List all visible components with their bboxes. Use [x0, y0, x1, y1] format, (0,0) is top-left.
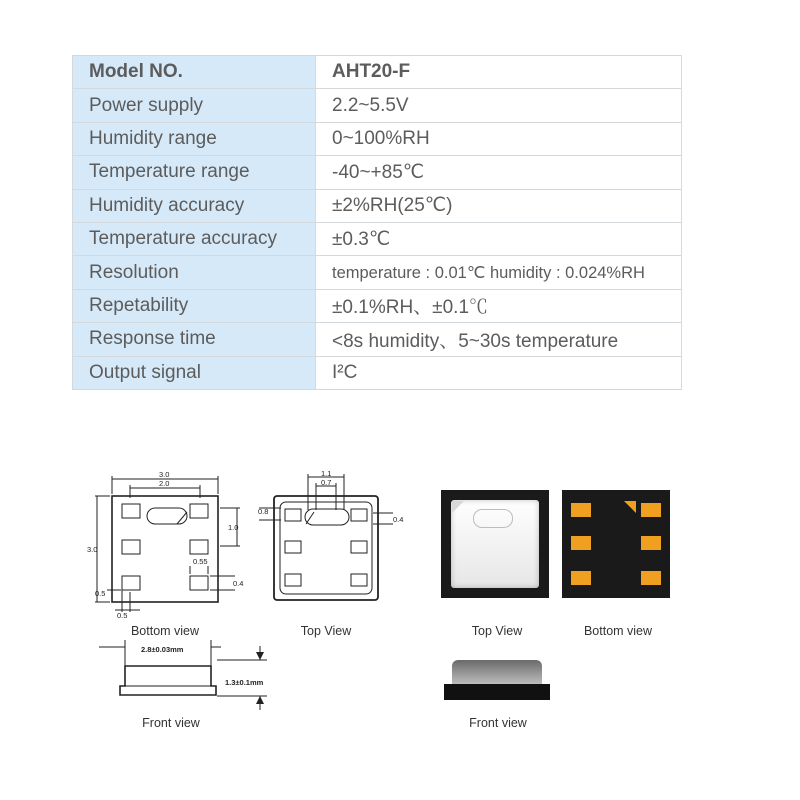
- caption-top-view-drawing: Top View: [300, 624, 352, 638]
- dim-edge-b: 0.5: [117, 611, 128, 618]
- gold-pad: [571, 571, 591, 585]
- caption-bottom-view-drawing: Bottom view: [130, 624, 200, 638]
- bottom-view-drawing: [85, 468, 250, 618]
- dim-height-outer: 3.0: [87, 545, 98, 554]
- dim-top-width-inner: 0.7: [321, 478, 332, 487]
- dim-pitch: 1.0: [228, 523, 239, 532]
- chip-corner-mark: [452, 501, 464, 513]
- spec-label: Output signal: [73, 356, 316, 389]
- front-view-drawing: [95, 638, 295, 713]
- dim-top-width-outer: 1.1: [321, 469, 332, 478]
- spec-table: [72, 55, 682, 390]
- gold-pad: [641, 571, 661, 585]
- dim-pad-width: 0.55: [193, 557, 208, 566]
- dim-top-left: 0.8: [258, 507, 269, 516]
- spec-row: [73, 323, 682, 356]
- spec-label: Power supply: [73, 89, 316, 122]
- bottom-view-photo: [562, 490, 670, 598]
- spec-value: 2.2~5.5V: [316, 89, 682, 122]
- spec-value: I²C: [316, 356, 682, 389]
- dim-top-right: 0.4: [393, 515, 404, 524]
- spec-label: Response time: [73, 323, 316, 356]
- spec-value: -40~+85℃: [316, 156, 682, 189]
- chip-side-base: [444, 684, 550, 700]
- spec-label: Humidity accuracy: [73, 189, 316, 222]
- top-view-drawing: [255, 468, 405, 608]
- spec-value: ±2%RH(25℃): [316, 189, 682, 222]
- spec-header-label: Model NO.: [73, 56, 316, 89]
- dim-edge-a: 0.5: [95, 589, 106, 598]
- spec-value: temperature : 0.01℃ humidity : 0.024%RH: [316, 256, 682, 289]
- spec-row: [73, 89, 682, 122]
- dim-front-width: 2.8±0.03mm: [141, 645, 184, 654]
- spec-header-value: AHT20-F: [316, 56, 682, 89]
- gold-pad: [641, 503, 661, 517]
- spec-row: [73, 356, 682, 389]
- spec-value: ±0.1%RH、±0.1℃: [316, 289, 682, 322]
- spec-label: Temperature accuracy: [73, 222, 316, 255]
- dim-width-inner: 2.0: [159, 479, 170, 488]
- spec-value: <8s humidity、5~30s temperature: [316, 323, 682, 356]
- dim-width-outer: 3.0: [159, 470, 170, 479]
- spec-label: Humidity range: [73, 122, 316, 155]
- caption-front-view-photo: Front view: [469, 716, 527, 730]
- spec-value: 0~100%RH: [316, 122, 682, 155]
- spec-value: ±0.3℃: [316, 222, 682, 255]
- chip-side-lid: [452, 660, 542, 684]
- spec-label: Temperature range: [73, 156, 316, 189]
- caption-front-view-drawing: Front view: [142, 716, 200, 730]
- gold-pad: [571, 536, 591, 550]
- caption-bottom-view-photo: Bottom view: [583, 624, 653, 638]
- spec-row: [73, 222, 682, 255]
- front-view-photo: [444, 660, 550, 700]
- spec-row: [73, 189, 682, 222]
- chip-vent: [473, 509, 513, 528]
- spec-label: Resolution: [73, 256, 316, 289]
- gold-pad: [641, 536, 661, 550]
- pin1-marker: [624, 501, 636, 513]
- spec-label: Repetability: [73, 289, 316, 322]
- spec-row: [73, 156, 682, 189]
- spec-row: [73, 289, 682, 322]
- dim-pad-height: 0.4: [233, 579, 244, 588]
- spec-header-row: [73, 56, 682, 89]
- spec-row: [73, 122, 682, 155]
- gold-pad: [571, 503, 591, 517]
- spec-row: [73, 256, 682, 289]
- dim-front-height: 1.3±0.1mm: [225, 678, 264, 687]
- spec-table-body: [73, 56, 682, 390]
- caption-top-view-photo: Top View: [471, 624, 523, 638]
- top-view-photo: [441, 490, 549, 598]
